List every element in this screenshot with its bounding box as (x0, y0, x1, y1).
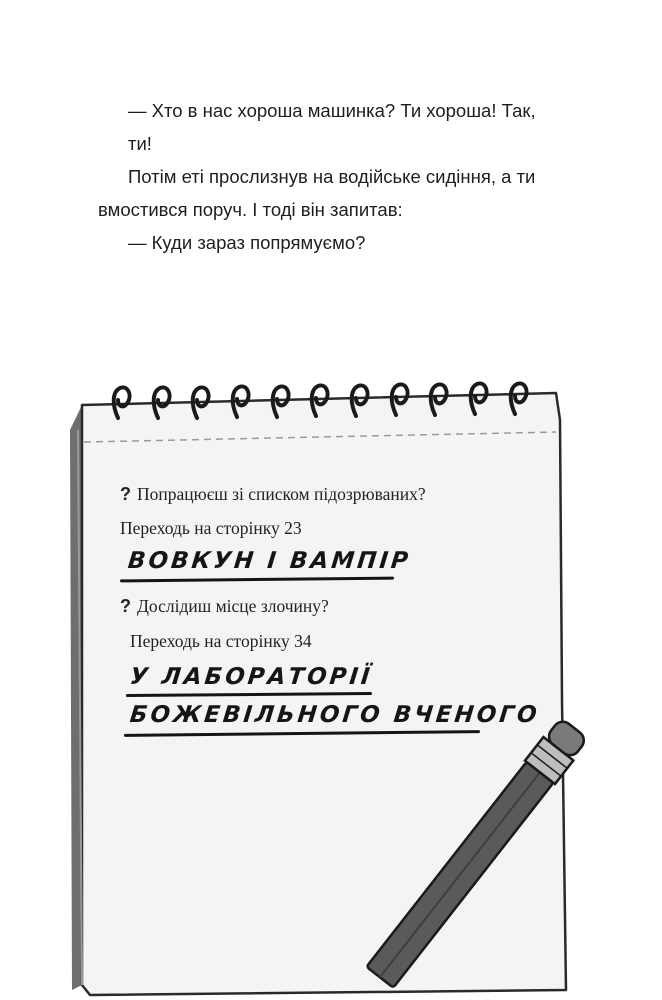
choice-1-title: ВОВКУН І ВАМПІР (126, 548, 413, 574)
story-line-1a: — Хто в нас хороша машинка? Ти хороша! Так, (128, 100, 536, 121)
choice-1-question (120, 484, 426, 505)
choice-2-title-line-2: БОЖЕВІЛЬНОГО ВЧЕНОГО (128, 702, 541, 728)
choice-2-title-line-1: У ЛАБОРАТОРІЇ (128, 664, 374, 690)
choice-2-question-text: Дослідиш місце злочину? (137, 596, 329, 616)
story-line-2a: Потім еті прослизнув на водійське сидіння, а ти (128, 166, 536, 187)
story-line-3: — Куди зараз попрямуємо? (128, 232, 366, 253)
question-mark-icon: ? (120, 484, 131, 504)
choice-2-goto: Переходь на сторінку 34 (130, 631, 312, 651)
choice-2-question (120, 596, 329, 617)
story-line-1b: ти! (128, 133, 152, 154)
question-mark-icon: ? (120, 596, 131, 616)
choice-1-goto: Переходь на сторінку 23 (120, 518, 302, 538)
choice-1-question-text: Попрацюєш зі списком підозрюваних? (137, 484, 426, 504)
story-line-2b: вмостився поруч. І тоді він запитав: (98, 199, 403, 220)
